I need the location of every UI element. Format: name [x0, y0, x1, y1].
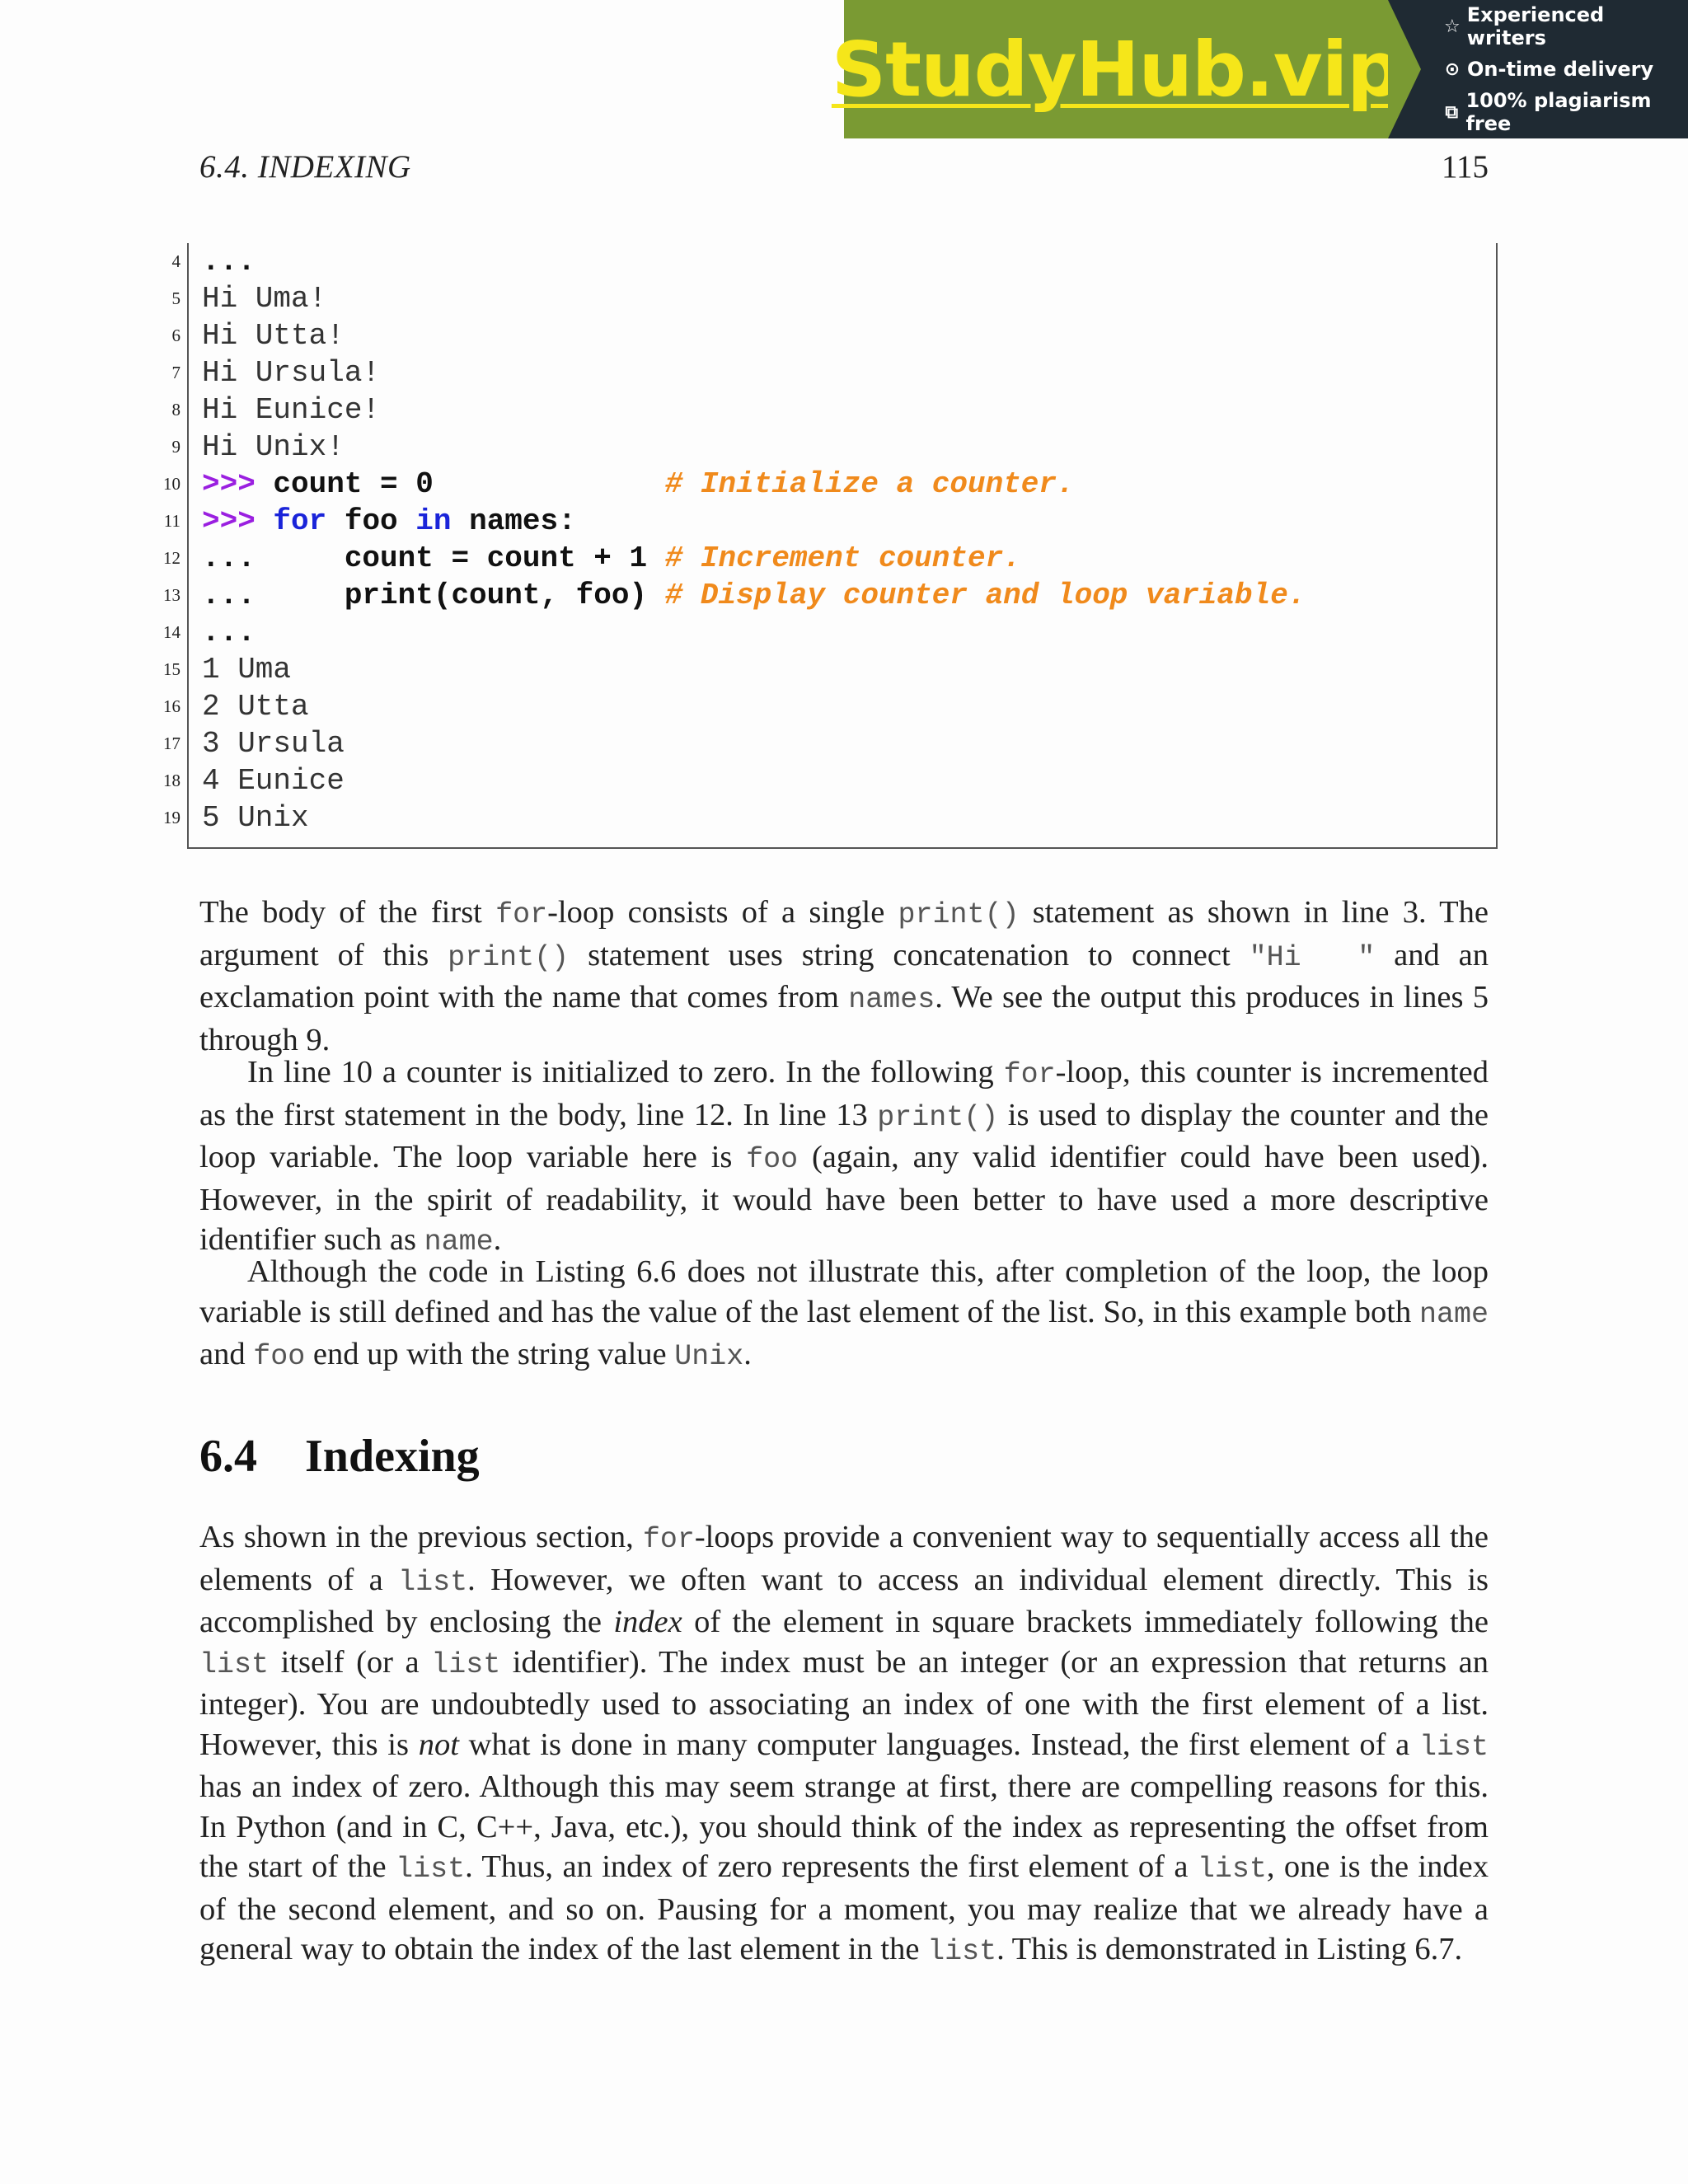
code-listing	[163, 243, 1498, 849]
running-header-title: 6.4. INDEXING	[199, 149, 411, 185]
code-line	[163, 503, 1491, 540]
copy-icon: ⧉	[1445, 101, 1459, 123]
line-number: 19	[163, 808, 181, 827]
code-line	[163, 614, 1491, 651]
code-text: ...	[202, 616, 256, 649]
code-text: >>> for foo in names:	[202, 504, 576, 538]
code-line	[163, 688, 1491, 725]
code-line	[171, 317, 1491, 354]
line-number: 14	[163, 622, 181, 642]
line-number: 13	[163, 585, 181, 605]
code-line	[163, 651, 1491, 688]
line-number: 18	[163, 771, 181, 790]
feature-label: Experienced writers	[1466, 3, 1605, 49]
feature-on-time-delivery	[1442, 58, 1688, 81]
code-line	[171, 354, 1491, 391]
code-line	[171, 280, 1491, 317]
clock-icon: ⊙	[1444, 59, 1461, 80]
line-number: 5	[171, 288, 181, 308]
code-text: Hi Uma!	[202, 282, 327, 316]
ad-banner[interactable]	[831, 0, 1688, 138]
code-text: ... count = count + 1 # Increment counter.	[202, 541, 1021, 575]
section-number: 6.4	[199, 1431, 257, 1482]
line-number: 10	[163, 474, 181, 494]
code-text: ...	[202, 245, 256, 279]
line-number: 12	[163, 548, 181, 568]
code-line	[163, 577, 1491, 614]
code-text: 4 Eunice	[202, 764, 345, 798]
feature-plagiarism-free	[1442, 89, 1688, 135]
code-text: Hi Ursula!	[202, 356, 381, 390]
features-panel	[1388, 0, 1688, 138]
line-number: 15	[163, 659, 181, 679]
paragraph: Although the code in Listing 6.6 does not illustrate this, after completion of the loop, the loop variable is still defined and has the value of the last element of the list. So, in this example both name and foo end up with the string value Unix.	[199, 1254, 1489, 1373]
code-line	[171, 391, 1491, 429]
code-text: Hi Utta!	[202, 319, 345, 353]
line-number: 4	[171, 251, 181, 271]
code-text: 3 Ursula	[202, 727, 345, 761]
paragraph: In line 10 a counter is initialized to zero. In the following for-loop, this counter is incremented as the first statement in the body, line 12. In line 13 print() is used to display the counter and the loop variable. The loop variable here is foo (again, any valid identifier could have been used). However, in the spirit of readability, it would have been better to have used a more descriptive identifier such as name.	[199, 1055, 1489, 1258]
code-line	[163, 725, 1491, 762]
brand-panel	[831, 0, 1401, 138]
code-text: >>> count = 0 # Initialize a counter.	[202, 467, 1075, 501]
code-text: 2 Utta	[202, 690, 309, 724]
line-number: 6	[171, 326, 181, 345]
feature-experienced-writers	[1442, 3, 1688, 49]
brand-logo[interactable]: StudyHub.vip	[831, 25, 1401, 114]
code-line	[163, 540, 1491, 577]
section-heading	[199, 1430, 480, 1483]
line-number: 7	[171, 363, 181, 382]
code-text: 5 Unix	[202, 801, 309, 835]
code-text: ... print(count, foo) # Display counter and loop variable.	[202, 579, 1306, 612]
line-number: 8	[171, 400, 181, 419]
page-number: 115	[1441, 149, 1489, 185]
code-text: Hi Unix!	[202, 430, 345, 464]
code-text: Hi Eunice!	[202, 393, 381, 427]
feature-label: 100% plagiarism free	[1465, 89, 1652, 135]
code-line	[163, 466, 1491, 503]
paragraph: The body of the first for-loop consists of a single print() statement as shown in line 3. The argument of this print() statement uses string concatenation to connect "Hi " and an exclamation point with the name that comes from names. We see the output this produces in lines 5 through 9.	[199, 895, 1489, 1057]
star-outline-icon: ☆	[1444, 16, 1461, 37]
section-title: Indexing	[305, 1431, 480, 1482]
line-number: 11	[163, 511, 181, 531]
code-line	[163, 762, 1491, 799]
code-line	[171, 243, 1491, 280]
feature-label: On-time delivery	[1467, 58, 1654, 81]
code-line	[171, 429, 1491, 466]
code-text: 1 Uma	[202, 653, 292, 687]
line-number: 17	[163, 733, 181, 753]
line-number: 16	[163, 696, 181, 716]
code-line	[163, 799, 1491, 837]
paragraph: As shown in the previous section, for-loops provide a convenient way to sequentially access all the elements of a list. However, we often want to access an individual element directly. This is accomplished by enclosing the index of the element in square brackets immediately following the list itself (or a list identifier). The index must be an integer (or an expression that returns an integer). You are undoubtedly used to associating an index of one with the first element of a list. However, this is not what is done in many computer languages. Instead, the first element of a list has an index of zero. Although this may seem strange at first, there are compelling reasons for this. In Python (and in C, C++, Java, etc.), you should think of the index as representing the offset from the start of the list. Thus, an index of zero represents the first element of a list, one is the index of the second element, and so on. Pausing for a moment, you may realize that we already have a general way to obtain the index of the last element in the list. This is demonstrated in Listing 6.7.	[199, 1520, 1489, 1968]
line-number: 9	[171, 437, 181, 457]
